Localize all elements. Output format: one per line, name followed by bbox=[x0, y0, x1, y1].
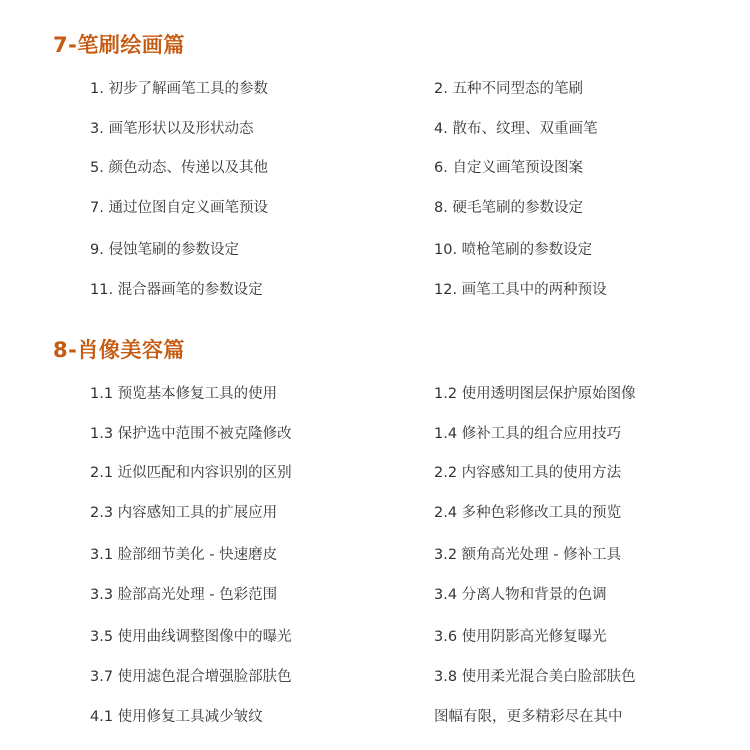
list-item[interactable]: 8. 硬毛笔刷的参数设定 bbox=[434, 200, 583, 216]
list-item[interactable]: 2.1 近似匹配和内容识别的区别 bbox=[90, 465, 292, 481]
list-item[interactable]: 3.4 分离人物和背景的色调 bbox=[434, 587, 607, 603]
list-item[interactable]: 2. 五种不同型态的笔刷 bbox=[434, 81, 583, 97]
list-item[interactable]: 7. 通过位图自定义画笔预设 bbox=[90, 200, 268, 216]
list-item[interactable]: 1.3 保护选中范围不被克隆修改 bbox=[90, 426, 292, 442]
list-item[interactable]: 3.3 脸部高光处理 - 色彩范围 bbox=[90, 587, 278, 603]
list-item[interactable]: 1. 初步了解画笔工具的参数 bbox=[90, 81, 268, 97]
section-title-brush-painting: 7-笔刷绘画篇 bbox=[53, 33, 185, 57]
list-item[interactable]: 1.4 修补工具的组合应用技巧 bbox=[434, 426, 622, 442]
list-item[interactable]: 2.3 内容感知工具的扩展应用 bbox=[90, 505, 278, 521]
list-item[interactable]: 3.1 脸部细节美化 - 快速磨皮 bbox=[90, 547, 278, 563]
list-item[interactable]: 4. 散布、纹理、双重画笔 bbox=[434, 121, 598, 137]
more-content-note: 图幅有限，更多精彩尽在其中 bbox=[434, 709, 623, 725]
list-item[interactable]: 3.5 使用曲线调整图像中的曝光 bbox=[90, 629, 292, 645]
list-item[interactable]: 3.7 使用滤色混合增强脸部肤色 bbox=[90, 669, 292, 685]
list-item[interactable]: 1.1 预览基本修复工具的使用 bbox=[90, 386, 278, 402]
list-item[interactable]: 3.8 使用柔光混合美白脸部肤色 bbox=[434, 669, 636, 685]
list-item[interactable]: 2.2 内容感知工具的使用方法 bbox=[434, 465, 622, 481]
list-item[interactable]: 9. 侵蚀笔刷的参数设定 bbox=[90, 242, 239, 258]
list-item[interactable]: 11. 混合器画笔的参数设定 bbox=[90, 282, 263, 298]
list-item[interactable]: 6. 自定义画笔预设图案 bbox=[434, 160, 583, 176]
list-item[interactable]: 10. 喷枪笔刷的参数设定 bbox=[434, 242, 593, 258]
list-item[interactable]: 2.4 多种色彩修改工具的预览 bbox=[434, 505, 622, 521]
list-item[interactable]: 12. 画笔工具中的两种预设 bbox=[434, 282, 607, 298]
list-item[interactable]: 3. 画笔形状以及形状动态 bbox=[90, 121, 254, 137]
list-item[interactable]: 5. 颜色动态、传递以及其他 bbox=[90, 160, 268, 176]
list-item[interactable]: 1.2 使用透明图层保护原始图像 bbox=[434, 386, 636, 402]
list-item[interactable]: 4.1 使用修复工具减少皱纹 bbox=[90, 709, 263, 725]
list-item[interactable]: 3.2 额角高光处理 - 修补工具 bbox=[434, 547, 622, 563]
section-title-portrait-beauty: 8-肖像美容篇 bbox=[53, 338, 185, 362]
list-item[interactable]: 3.6 使用阴影高光修复曝光 bbox=[434, 629, 607, 645]
